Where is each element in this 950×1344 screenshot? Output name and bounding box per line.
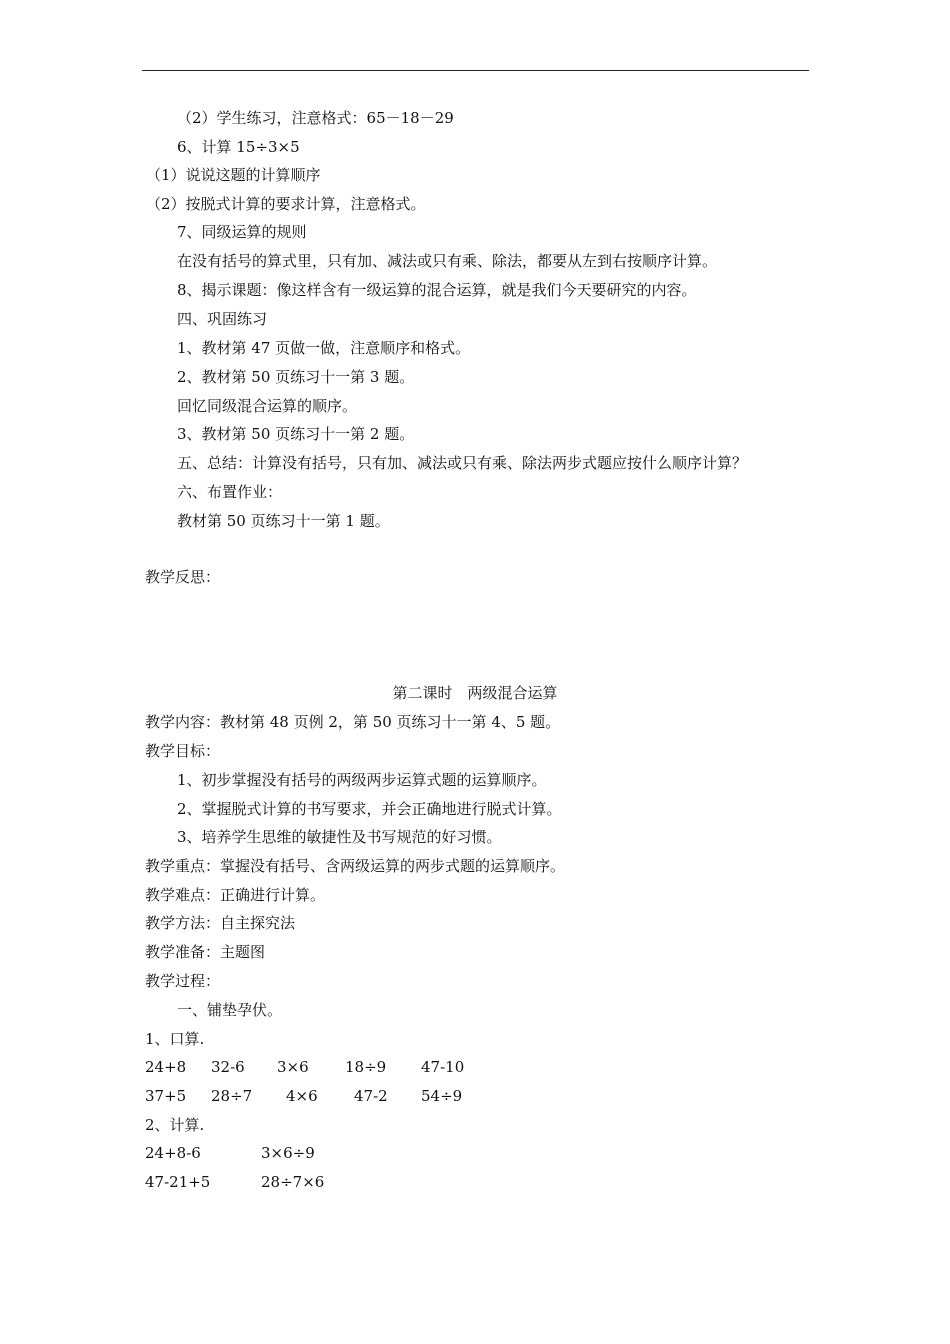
expression: 18÷9 <box>345 1058 387 1076</box>
text-line: 1、口算. <box>145 1030 205 1048</box>
reflection-label: 教学反思： <box>145 568 221 586</box>
text-line: 3、培养学生思维的敏捷性及书写规范的好习惯。 <box>177 828 502 846</box>
text-line: 1、教材第 47 页做一做，注意顺序和格式。 <box>177 339 471 357</box>
expression: 32-6 <box>211 1058 245 1076</box>
expression: 54÷9 <box>421 1087 463 1105</box>
text-line: 五、总结：计算没有括号，只有加、减法或只有乘、除法两步式题应按什么顺序计算？ <box>177 454 748 472</box>
expression: 24+8-6 <box>145 1144 201 1162</box>
text-line: 教材第 50 页练习十一第 1 题。 <box>177 512 390 530</box>
expression: 47-2 <box>354 1087 388 1105</box>
text-line: 6、计算 15÷3×5 <box>177 138 300 156</box>
text-line: 8、揭示课题：像这样含有一级运算的混合运算，就是我们今天要研究的内容。 <box>177 281 697 299</box>
text-line: （2）学生练习，注意格式：65－18－29 <box>177 109 454 127</box>
text-line: （2）按脱式计算的要求计算，注意格式。 <box>146 195 426 213</box>
text-line: 在没有括号的算式里，只有加、减法或只有乘、除法，都要从左到右按顺序计算。 <box>177 252 718 270</box>
text-line: 2、教材第 50 页练习十一第 3 题。 <box>177 368 415 386</box>
text-line: 教学重点：掌握没有括号、含两级运算的两步式题的运算顺序。 <box>145 857 566 875</box>
text-line: 7、同级运算的规则 <box>177 223 307 241</box>
text-line: 教学过程： <box>145 972 221 990</box>
text-line: 教学目标： <box>145 742 221 760</box>
expression: 28÷7×6 <box>261 1173 325 1191</box>
expression: 4×6 <box>286 1087 318 1105</box>
text-line: 教学难点：正确进行计算。 <box>145 886 326 904</box>
lesson-title: 第二课时 两级混合运算 <box>392 684 558 702</box>
header-rule <box>142 70 809 71</box>
text-line: 1、初步掌握没有括号的两级两步运算式题的运算顺序。 <box>177 771 547 789</box>
text-line: 回忆同级混合运算的顺序。 <box>177 397 358 415</box>
text-line: （1）说说这题的计算顺序 <box>146 166 321 184</box>
text-line: 2、掌握脱式计算的书写要求，并会正确地进行脱式计算。 <box>177 800 562 818</box>
expression: 37+5 <box>145 1087 187 1105</box>
text-line: 2、计算. <box>145 1116 205 1134</box>
expression: 47-10 <box>421 1058 465 1076</box>
text-line: 六、布置作业： <box>177 483 283 501</box>
expression: 28÷7 <box>211 1087 253 1105</box>
text-line: 教学方法：自主探究法 <box>145 914 296 932</box>
expression: 3×6 <box>277 1058 309 1076</box>
expression: 24+8 <box>145 1058 187 1076</box>
expression: 3×6÷9 <box>261 1144 315 1162</box>
text-line: 四、巩固练习 <box>177 310 268 328</box>
text-line: 教学准备：主题图 <box>145 943 266 961</box>
text-line: 3、教材第 50 页练习十一第 2 题。 <box>177 425 415 443</box>
text-line: 教学内容：教材第 48 页例 2，第 50 页练习十一第 4、5 题。 <box>145 713 561 731</box>
expression: 47-21+5 <box>145 1173 211 1191</box>
text-line: 一、铺垫孕伏。 <box>177 1001 283 1019</box>
